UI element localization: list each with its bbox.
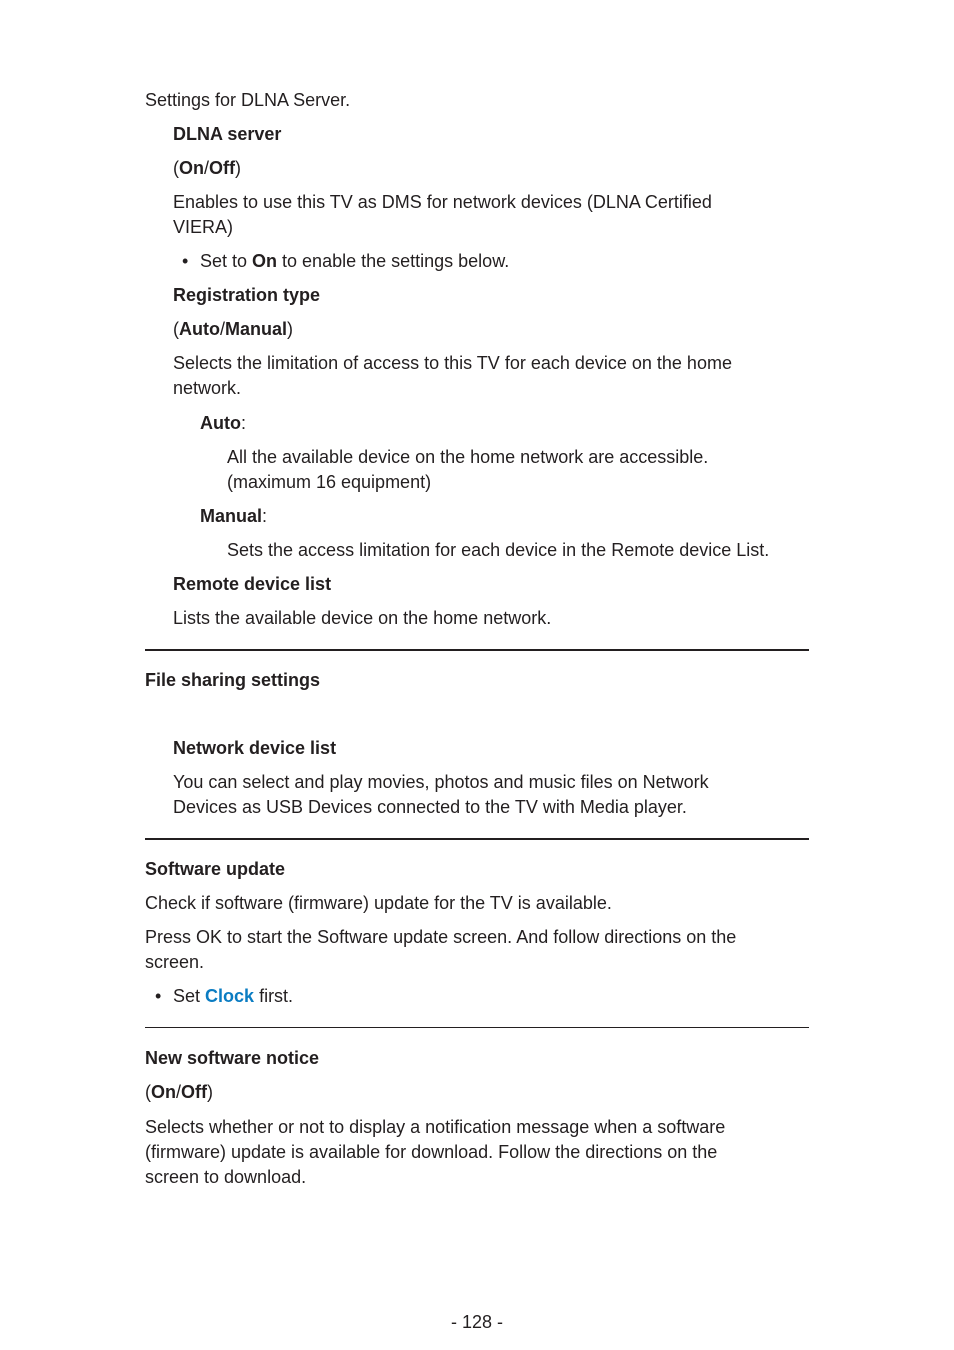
software-update-desc2-line2: screen.: [145, 952, 205, 972]
paren-open: (: [145, 1082, 151, 1102]
software-update-desc2-line1: Press OK to start the Software update screen. And follow directions on the: [145, 927, 737, 947]
paren-open: (: [173, 158, 179, 178]
remote-device-list-desc: Lists the available device on the home network.: [173, 608, 552, 628]
paren-close: ): [207, 1082, 214, 1102]
bullet-text-post: to enable the settings below.: [277, 251, 510, 271]
dlna-server-heading: DLNA server: [173, 124, 282, 144]
manual-label-text: Manual: [200, 506, 263, 526]
manual-label: [200, 504, 267, 529]
auto-desc-line1: All the available device on the home network are accessible.: [227, 447, 709, 467]
option-on: On: [179, 158, 204, 178]
new-software-notice-heading: New software notice: [145, 1048, 320, 1068]
intro-text: Settings for DLNA Server.: [145, 90, 351, 110]
paren-close: ): [287, 319, 294, 339]
option-off: Off: [209, 158, 236, 178]
network-device-list-desc-line1: You can select and play movies, photos and music files on Network: [173, 772, 709, 792]
new-software-notice-desc-line2: (firmware) update is available for download. Follow the directions on the: [145, 1142, 718, 1162]
option-on: On: [151, 1082, 176, 1102]
registration-type-heading: Registration type: [173, 285, 321, 305]
software-update-desc1: Check if software (firmware) update for the TV is available.: [145, 893, 612, 913]
registration-type-desc-line1: Selects the limitation of access to this TV for each device on the home: [173, 353, 732, 373]
network-device-list-desc-line2: Devices as USB Devices connected to the TV with Media player.: [173, 797, 687, 817]
dlna-server-options: [173, 156, 241, 181]
section-divider: [145, 838, 809, 840]
paren-open: (: [173, 319, 179, 339]
new-software-notice-options: [145, 1080, 213, 1105]
option-separator: /: [219, 319, 225, 339]
dlna-server-desc-line2: VIERA): [173, 217, 234, 237]
registration-type-desc-line2: network.: [173, 378, 242, 398]
file-sharing-heading: File sharing settings: [145, 670, 321, 690]
bullet-text-pre: Set: [173, 986, 206, 1006]
option-off: Off: [181, 1082, 208, 1102]
software-update-heading: Software update: [145, 859, 286, 879]
dlna-server-bullet: [200, 249, 509, 274]
auto-label-text: Auto: [200, 413, 241, 433]
bullet-text-pre: Set to: [200, 251, 253, 271]
dlna-server-desc-line1: Enables to use this TV as DMS for network devices (DLNA Certified: [173, 192, 712, 212]
bullet-text-bold: On: [252, 251, 278, 271]
clock-link[interactable]: Clock: [205, 986, 255, 1006]
remote-device-list-heading: Remote device list: [173, 574, 332, 594]
auto-desc-line2: (maximum 16 equipment): [227, 472, 432, 492]
registration-type-options: [173, 317, 293, 342]
network-device-list-heading: Network device list: [173, 738, 337, 758]
auto-colon: :: [240, 413, 246, 433]
new-software-notice-desc-line1: Selects whether or not to display a notification message when a software: [145, 1117, 726, 1137]
option-separator: /: [176, 1082, 182, 1102]
paren-close: ): [235, 158, 242, 178]
bullet-text-post: first.: [254, 986, 294, 1006]
section-divider: [145, 649, 809, 651]
manual-colon: :: [262, 506, 268, 526]
option-manual: Manual: [225, 319, 288, 339]
option-auto: Auto: [179, 319, 220, 339]
page-number: - 128 -: [450, 1312, 504, 1332]
new-software-notice-desc-line3: screen to download.: [145, 1167, 307, 1187]
section-divider: [145, 1027, 809, 1028]
auto-label: [200, 411, 246, 436]
software-update-bullet: [173, 984, 293, 1009]
manual-desc: Sets the access limitation for each device in the Remote device List.: [227, 540, 770, 560]
option-separator: /: [204, 158, 210, 178]
